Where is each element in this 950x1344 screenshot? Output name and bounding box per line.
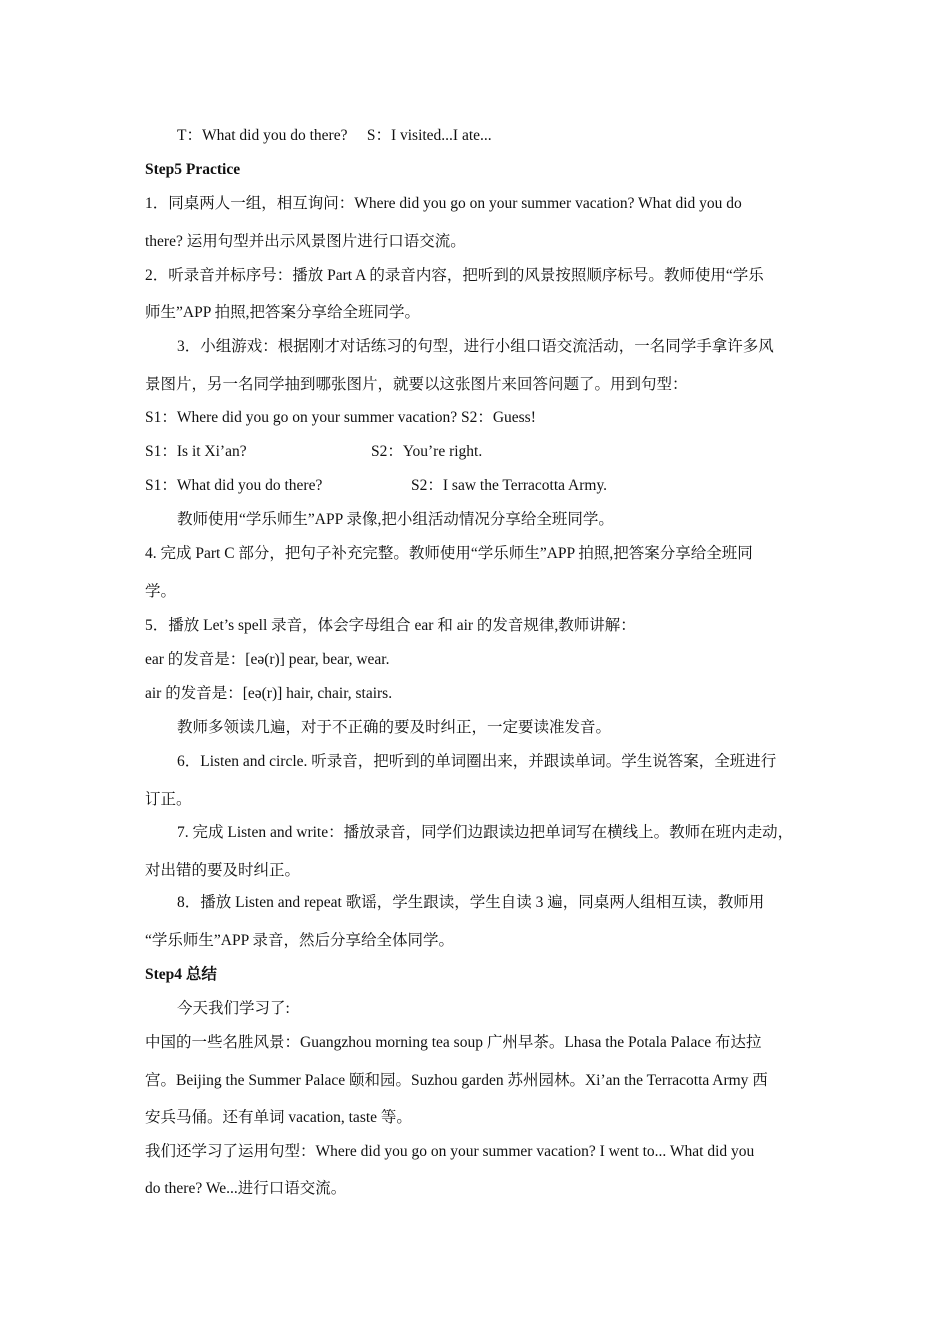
dialogue-line: [145, 476, 825, 496]
paragraph-line: 中国的一些名胜风景：Guangzhou morning tea soup 广州早茶。Lhasa the Potala Palace 布达拉: [145, 1034, 762, 1051]
paragraph-line: 对出错的要及时纠正。: [145, 862, 301, 879]
paragraph-line: 3．小组游戏：根据刚才对话练习的句型，进行小组口语交流活动，一名同学手拿许多风: [177, 338, 774, 355]
paragraph-line: 5．播放 Let’s spell 录音，体会字母组合 ear 和 air 的发音规律,教师讲解：: [145, 617, 636, 634]
paragraph-line: 景图片，另一名同学抽到哪张图片，就要以这张图片来回答问题了。用到句型：: [145, 376, 688, 393]
dialogue-line: S1：Where did you go on your summer vacation? S2：Guess!: [145, 409, 536, 426]
phonics-line: ear 的发音是：[eə(r)] pear, bear, wear.: [145, 651, 390, 668]
section-heading-step4: Step4 总结: [145, 966, 217, 983]
phonics-line: air 的发音是：[eə(r)] hair, chair, stairs.: [145, 685, 393, 702]
paragraph-line: 订正。: [145, 791, 192, 808]
paragraph-line: 师生”APP 拍照,把答案分享给全班同学。: [145, 304, 420, 321]
paragraph-line: 4. 完成 Part C 部分，把句子补充完整。教师使用“学乐师生”APP 拍照,把答案分享给全班同: [145, 545, 753, 562]
paragraph-line: 今天我们学习了:: [177, 1000, 290, 1017]
section-heading-step5: Step5 Practice: [145, 161, 241, 178]
paragraph-line: 宫。Beijing the Summer Palace 颐和园。Suzhou garden 苏州园林。Xi’an the Terracotta Army 西: [145, 1072, 768, 1089]
dialogue-s1: S1：Is it Xi’an?: [145, 443, 247, 460]
paragraph-line: 教师多领读几遍，对于不正确的要及时纠正，一定要读准发音。: [177, 719, 612, 736]
dialogue-line: T：What did you do there? S：I visited...I ate...: [177, 127, 492, 144]
paragraph-line: “学乐师生”APP 录音，然后分享给全体同学。: [145, 932, 454, 949]
dialogue-s1: S1：What did you do there?: [145, 477, 323, 494]
paragraph-line: 6．Listen and circle. 听录音，把听到的单词圈出来，并跟读单词。学生说答案，全班进行: [177, 753, 777, 770]
paragraph-line: there? 运用句型并出示风景图片进行口语交流。: [145, 233, 466, 250]
dialogue-s2: S2：You’re right.: [371, 443, 483, 460]
dialogue-line: [145, 442, 825, 462]
paragraph-line: 安兵马俑。还有单词 vacation, taste 等。: [145, 1109, 412, 1126]
paragraph-line: 7. 完成 Listen and write：播放录音，同学们边跟读边把单词写在横线上。教师在班内走动，: [177, 824, 794, 841]
paragraph-line: 我们还学习了运用句型：Where did you go on your summer vacation? I went to... What did you: [145, 1143, 755, 1160]
paragraph-line: do there? We...进行口语交流。: [145, 1180, 347, 1197]
paragraph-line: 学。: [145, 583, 177, 600]
paragraph-line: 2．听录音并标序号：播放 Part A 的录音内容，把听到的风景按照顺序标号。教师使用“学乐: [145, 267, 764, 284]
dialogue-s2: S2：I saw the Terracotta Army.: [411, 477, 608, 494]
paragraph-line: 教师使用“学乐师生”APP 录像,把小组活动情况分享给全班同学。: [177, 511, 614, 528]
paragraph-line: 1．同桌两人一组，相互询问：Where did you go on your summer vacation? What did you do: [145, 195, 742, 212]
paragraph-line: 8．播放 Listen and repeat 歌谣，学生跟读，学生自读 3 遍，同桌两人组相互读，教师用: [177, 894, 765, 911]
